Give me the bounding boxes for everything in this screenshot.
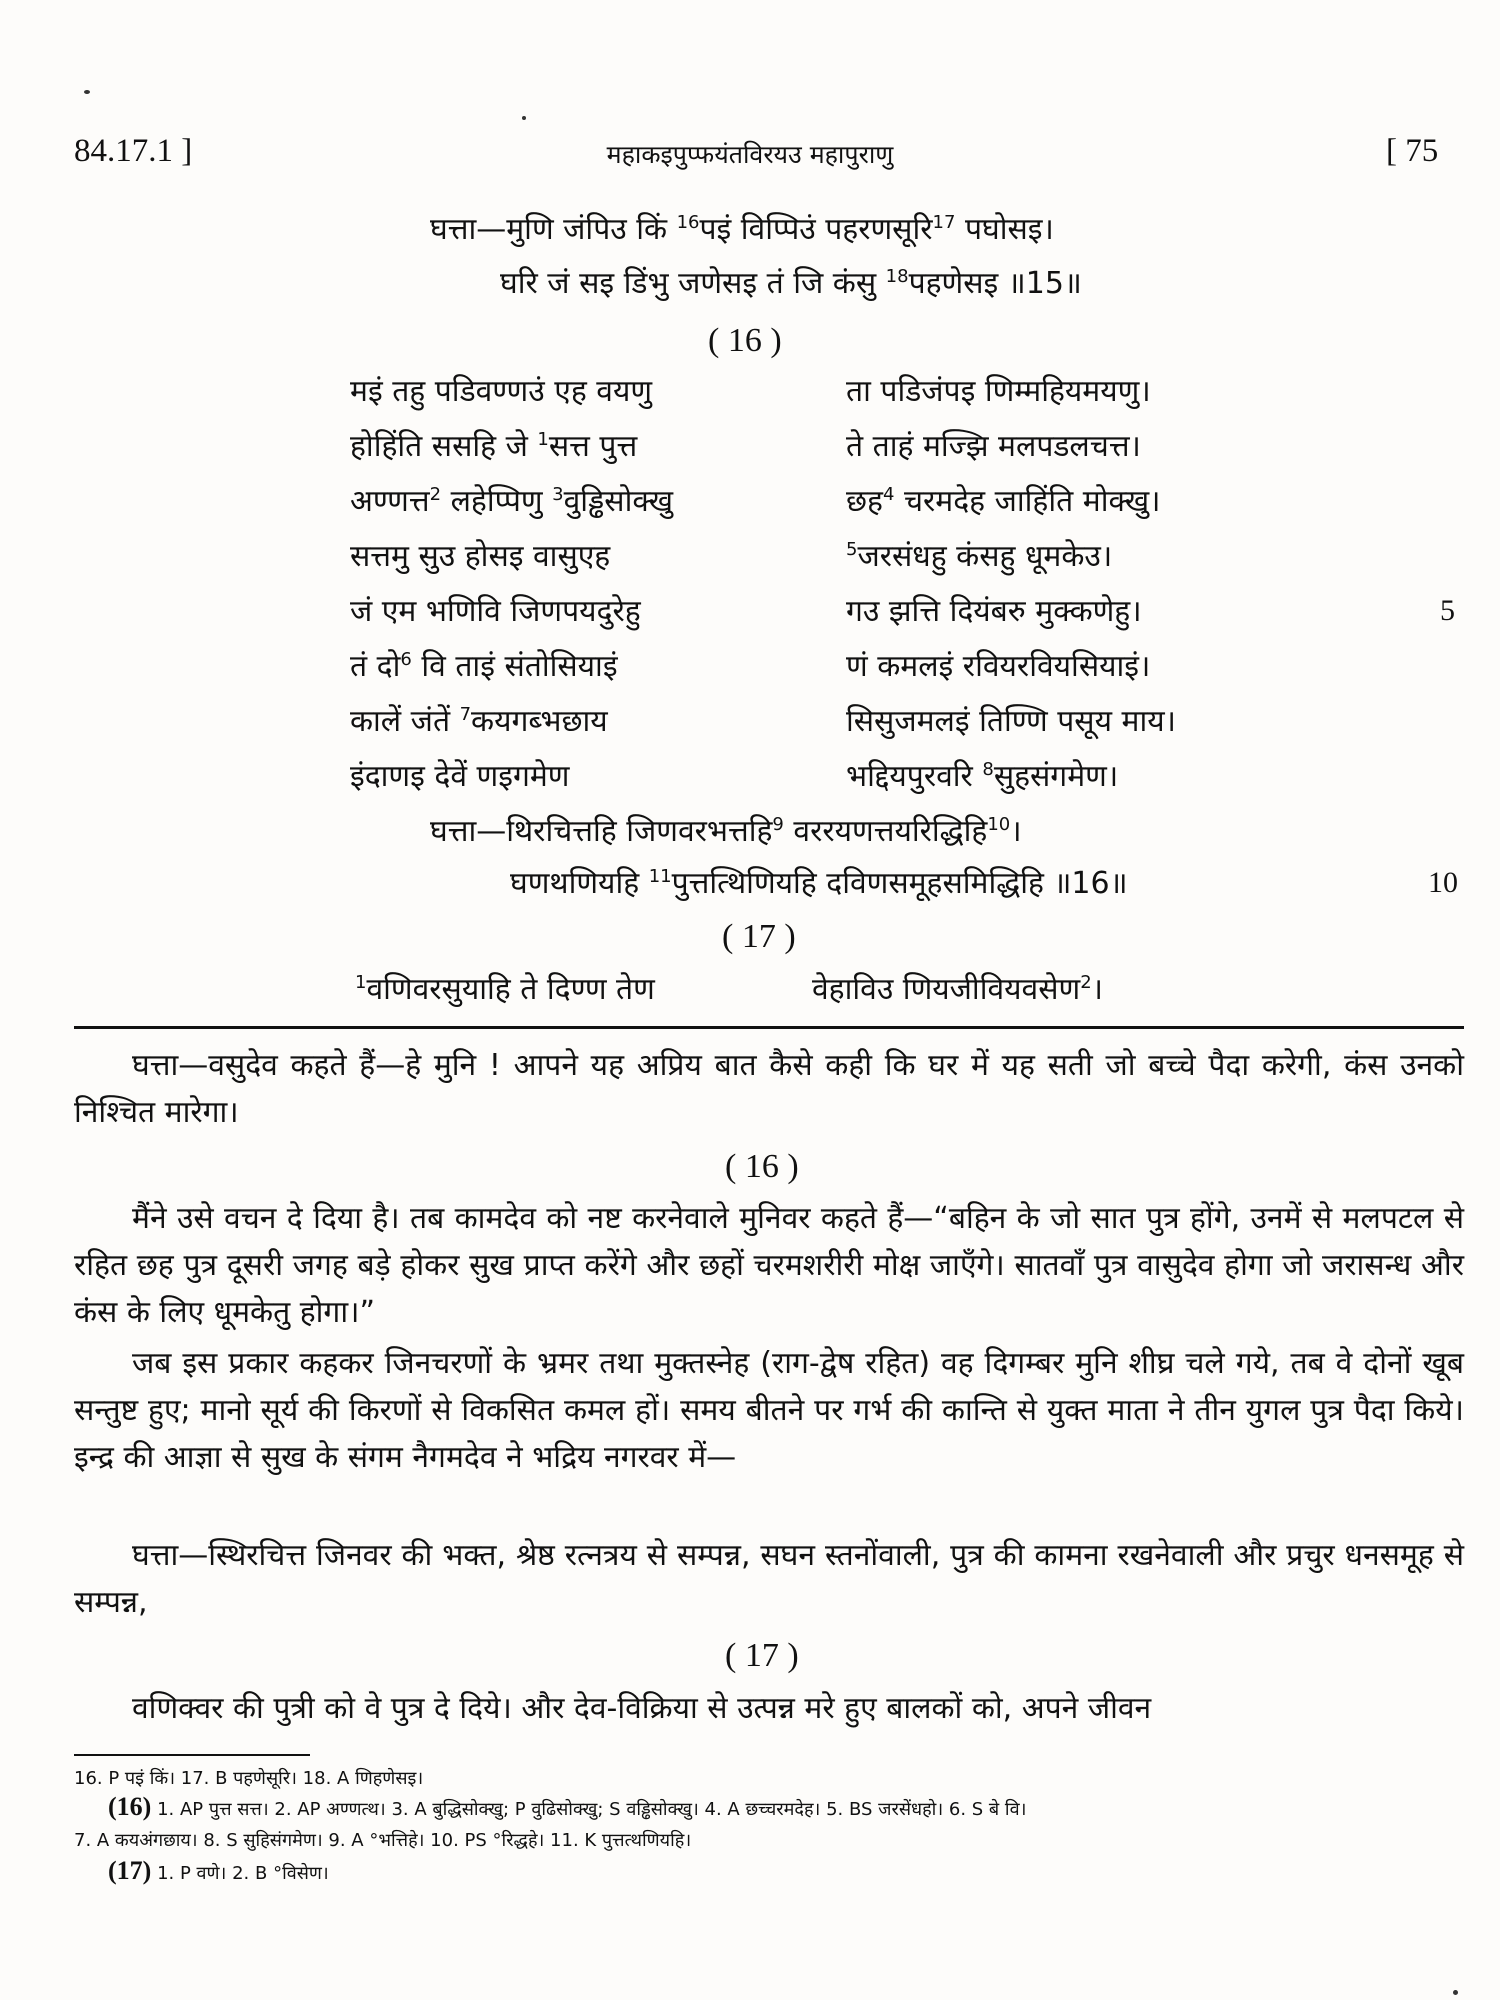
line-number-10: 10: [1428, 866, 1458, 899]
ghatta16-line1: घत्ता—थिरचित्तहि जिणवरभत्तहि$^9$ वररयणत्तयरिद्धिहि$^{10}$।: [430, 814, 1022, 849]
ghatta15-line1: घत्ता—मुणि जंपिउ किं $^{16}$पइं विप्पिउं पहरणसूरि$^{17}$ पघोसइ।: [430, 212, 1054, 247]
verse-16-5-left: जं एम भणिवि जिणपयदुरेहु: [350, 594, 641, 629]
scan-speck: [522, 116, 526, 120]
scan-speck: [84, 90, 90, 94]
verse-16-2-left: होहिंति ससहि जे $^1$सत्त पुत्त: [350, 429, 638, 464]
translation-section-16-heading: ( 16 ): [725, 1148, 799, 1185]
verse-16-2-right: ते ताहं मज्झि मलपडलचत्त।: [846, 429, 1141, 464]
running-title: महाकइपुप्फयंतविरयउ महापुराणु: [606, 140, 894, 169]
verse-16-4-left: सत्तमु सुउ होसइ वासुएह: [350, 539, 611, 574]
scan-speck: [1453, 1990, 1458, 1995]
verse-16-7-left: कालें जंतें $^7$कयगब्भछाय: [350, 704, 608, 739]
footnote-rule: [74, 1754, 310, 1756]
line-number-5: 5: [1440, 594, 1455, 627]
verse-16-6-left: तं दो$^6$ वि ताइं संतोसियाइं: [350, 649, 618, 684]
translation-ghatta15: घत्ता—वसुदेव कहते हैं—हे मुनि ! आपने यह अप्रिय बात कैसे कही कि घर में यह सती जो बच्चे पैदा करेगी, कंस उनको निश्चित मारेगा।: [74, 1048, 1464, 1130]
verse-16-8-right: भद्दियपुरवरि $^8$सुहसंगमेण।: [846, 759, 1119, 794]
verse-16-1-right: ता पडिजंपइ णिम्महियमयणु।: [846, 374, 1151, 409]
ghatta15-line2: घरि जं सइ डिंभु जणेसइ तं जि कंसु $^{18}$पहणेसइ ॥15॥: [500, 266, 1082, 301]
footnote-ghatta15: 16. P पइं किं। 17. B पहणेसूरि। 18. A णिहणेसइ।: [74, 1768, 424, 1789]
verse-16-3-left: अण्णत्त$^2$ लहेप्पिणु $^3$वुड्ढिसोक्खु: [350, 484, 674, 519]
verse-16-3-right: छह$^4$ चरमदेह जाहिंति मोक्खु।: [846, 484, 1161, 519]
section-16-heading: ( 16 ): [708, 322, 782, 359]
verse-16-8-left: इंदाणइ देवें णइगमेण: [350, 759, 570, 794]
section-17-heading: ( 17 ): [722, 918, 796, 955]
translation-para-16a: मैंने उसे वचन दे दिया है। तब कामदेव को नष्ट करनेवाले मुनिवर कहते हैं—“बहिन के जो सात पुत्र होंगे, उनमें से मलपटल से रहित छह पुत्र दूसरी जगह बड़े होकर सुख प्राप्त करेंगे और छहों चरमशरीरी मोक्ष जाएँगे। सातवाँ पुत्र वासुदेव होगा जो जरासन्ध और कंस के लिए धूमकेतु होगा।”: [74, 1201, 1464, 1330]
footnote-16-line2: 7. A कयअंगछाय। 8. S सुहिसंगमेण। 9. A °भत्तिहे। 10. PS °रिद्धहे। 11. K पुत्तत्थणियहि।: [74, 1830, 692, 1851]
verse-16-7-right: सिसुजमलइं तिण्णि पसूय माय।: [846, 704, 1176, 739]
translation-section-17-heading: ( 17 ): [725, 1637, 799, 1674]
verse-17-1-right: वेहाविउ णियजीवियवसेण$^2$।: [812, 972, 1104, 1007]
verse-16-4-right: $^5$जरसंधहु कंसहु धूमकेउ।: [846, 539, 1113, 574]
verse-16-5-right: गउ झत्ति दियंबरु मुक्कणेहु।: [846, 594, 1142, 629]
verse-16-1-left: मइं तहु पडिवण्णउं एह वयणु: [350, 374, 653, 409]
verse-17-1-left: $^1$वणिवरसुयाहि ते दिण्ण तेण: [355, 972, 655, 1007]
text-separator-rule: [74, 1026, 1464, 1029]
translation-para-17: वणिक्वर की पुत्री को वे पुत्र दे दिये। और देव-विक्रिया से उत्पन्न मरे हुए बालकों को, अपने जीवन: [132, 1691, 1152, 1726]
footnote-16-line1: (16) 1. AP पुत्त सत्त। 2. AP अण्णत्थ। 3. A बुद्धिसोक्खु; P वुढिसोक्खु; S वड्ढिसोक्खु। 4. A छच्चरमदेह। 5. BS जरसेंधहो। 6. S बे वि।: [108, 1792, 1027, 1821]
footnote-17: (17) 1. P वणे। 2. B °विसेण।: [108, 1856, 329, 1885]
translation-ghatta16: घत्ता—स्थिरचित्त जिनवर की भक्त, श्रेष्ठ रत्नत्रय से सम्पन्न, सघन स्तनोंवाली, पुत्र की कामना रखनेवाली और प्रचुर धनसमूह से सम्पन्न,: [74, 1538, 1464, 1620]
page-reference: 84.17.1 ]: [74, 133, 193, 169]
page-number: [ 75: [1386, 133, 1439, 169]
ghatta16-line2: घणथणियहि $^{11}$पुत्तत्थिणियहि दविणसमूहसमिद्धिहि ॥16॥: [510, 866, 1128, 901]
verse-16-6-right: णं कमलइं रवियरवियसियाइं।: [846, 649, 1151, 684]
translation-para-16b: जब इस प्रकार कहकर जिनचरणों के भ्रमर तथा मुक्तस्नेह (राग-द्वेष रहित) वह दिगम्बर मुनि शीघ्र चले गये, तब वे दोनों खूब सन्तुष्ट हुए; मानो सूर्य की किरणों से विकसित कमल हों। समय बीतने पर गर्भ की कान्ति से युक्त माता ने तीन युगल पुत्र पैदा किये। इन्द्र की आज्ञा से सुख के संगम नैगमदेव ने भद्रिय नगरवर में—: [74, 1346, 1464, 1475]
